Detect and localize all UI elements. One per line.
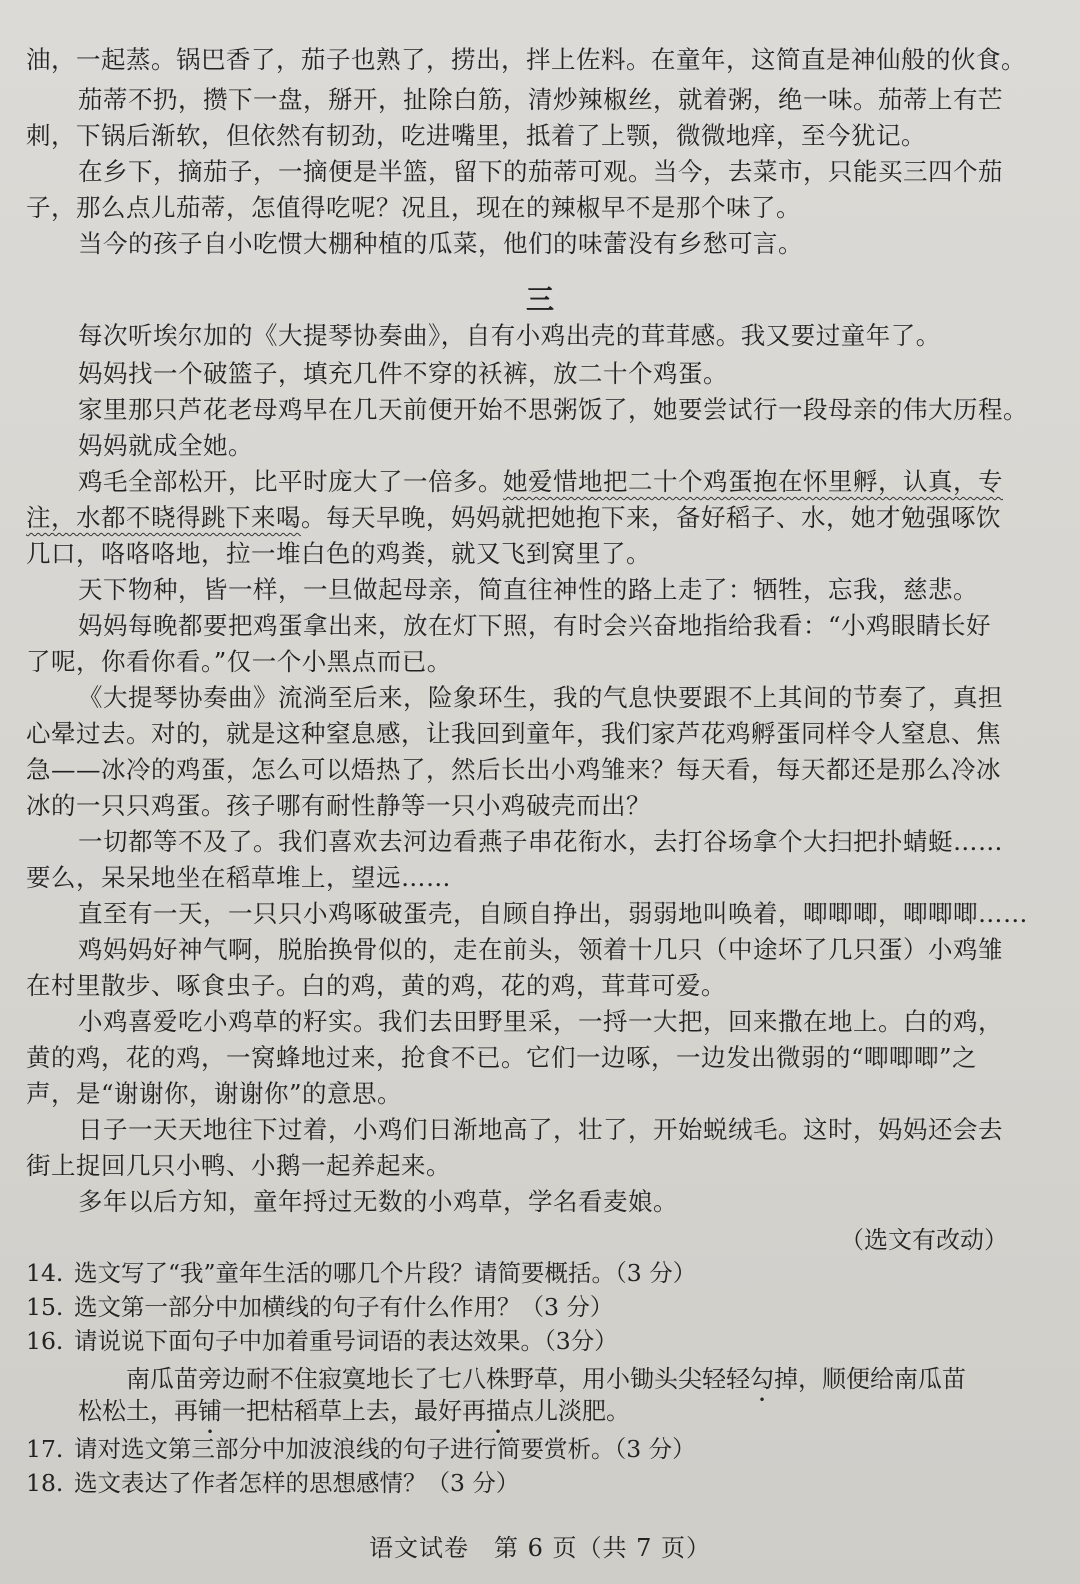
emphasis-word: 勾 xyxy=(750,1365,774,1393)
passage-line: 黄的鸡，花的鸡，一窝蜂地过来，抢食不已。它们一边啄，一边发出微弱的“唧唧唧”之 xyxy=(26,1043,978,1072)
passage-line: 在村里散步、啄食虫子。白的鸡，黄的鸡，花的鸡，茸茸可爱。 xyxy=(26,971,726,1000)
question-number: 14. xyxy=(26,1259,64,1287)
passage-line: 妈妈每晚都要把鸡蛋拿出来，放在灯下照，有时会兴奋地指给我看：“小鸡眼睛长好 xyxy=(78,611,992,640)
passage-line: 在乡下，摘茄子，一摘便是半篮，留下的茄蒂可观。当今，去菜市，只能买三四个茄 xyxy=(78,157,1003,186)
page-footer: 语文试卷 第 6 页（共 7 页） xyxy=(368,1534,712,1562)
question-17 xyxy=(26,1432,696,1466)
source-note: （选文有改动） xyxy=(840,1226,1008,1254)
quote-text: 掉，顺便给南瓜苗 xyxy=(774,1365,966,1393)
passage-line: 几口，咯咯咯地，拉一堆白色的鸡粪，就又飞到窝里了。 xyxy=(26,539,651,568)
passage-line: 茄蒂不扔，攒下一盘，掰开，扯除白筋，清炒辣椒丝，就着粥，绝一味。茄蒂上有芒 xyxy=(78,85,1003,114)
passage-line xyxy=(78,464,1054,500)
passage-line: 直至有一天，一只只小鸡啄破蛋壳，自顾自挣出，弱弱地叫唤着，唧唧唧，唧唧唧…… xyxy=(78,899,1028,928)
quote-text: 点儿淡肥。 xyxy=(510,1397,630,1425)
passage-text: 鸡毛全部松开，比平时庞大了一倍多。 xyxy=(78,467,503,496)
passage-line: 急——冰冷的鸡蛋，怎么可以焐热了，然后长出小鸡雏来？每天看，每天都还是那么冷冰 xyxy=(26,755,1001,784)
passage-line: 日子一天天地往下过着，小鸡们日渐地高了，壮了，开始蜕绒毛。这时，妈妈还会去 xyxy=(78,1115,1003,1144)
passage-line: 家里那只芦花老母鸡早在几天前便开始不思粥饭了，她要尝试行一段母亲的伟大历程。 xyxy=(78,395,1028,424)
passage-line: 每次听埃尔加的《大提琴协奏曲》，自有小鸡出壳的茸茸感。我又要过童年了。 xyxy=(78,321,941,350)
quote-text: 南瓜苗旁边耐不住寂寞地长了七八株野草，用小锄头尖轻轻 xyxy=(126,1365,750,1393)
passage-line: 当今的孩子自小吃惯大棚种植的瓜菜，他们的味蕾没有乡愁可言。 xyxy=(78,229,803,258)
passage-line: 妈妈就成全她。 xyxy=(78,431,253,460)
passage-line: 冰的一只只鸡蛋。孩子哪有耐性静等一只小鸡破壳而出？ xyxy=(26,791,651,820)
passage-line: 声，是“谢谢你，谢谢你”的意思。 xyxy=(26,1079,403,1108)
passage-line: 一切都等不及了。我们喜欢去河边看燕子串花衔水，去打谷场拿个大扫把扑蜻蜓…… xyxy=(78,827,1003,856)
passage-line: 天下物种，皆一样，一旦做起母亲，简直往神性的路上走了：牺牲，忘我，慈悲。 xyxy=(78,575,978,604)
question-number: 16. xyxy=(26,1327,64,1355)
question-text: 选文第一部分中加横线的句子有什么作用？（3 分） xyxy=(74,1293,614,1321)
passage-line xyxy=(26,500,1054,536)
wavy-underlined-sentence: 她爱惜地把二十个鸡蛋抱在怀里孵，认真，专 xyxy=(503,467,1003,496)
emphasis-word: 铺 xyxy=(198,1397,222,1425)
passage-line: 要么，呆呆地坐在稻草堆上，望远…… xyxy=(26,863,451,892)
passage-line: 小鸡喜爱吃小鸡草的籽实。我们去田野里采，一捋一大把，回来撒在地上。白的鸡， xyxy=(78,1007,1003,1036)
question-text: 请对选文第三部分中加波浪线的句子进行简要赏析。（3 分） xyxy=(74,1435,696,1463)
question-18 xyxy=(26,1466,519,1500)
passage-line: 街上捉回几只小鸭、小鹅一起养起来。 xyxy=(26,1151,451,1180)
passage-line: 子，那么点儿茄蒂，怎值得吃呢？况且，现在的辣椒早不是那个味了。 xyxy=(26,193,801,222)
quote-text: 一把枯稻草上去，最好再 xyxy=(222,1397,486,1425)
question-number: 18. xyxy=(26,1469,64,1497)
question-16 xyxy=(26,1324,618,1358)
passage-line: 了呢，你看你看。”仅一个小黑点而已。 xyxy=(26,647,452,676)
section-heading: 三 xyxy=(525,283,554,316)
passage-line: 妈妈找一个破篮子，填充几件不穿的袄裤，放二十个鸡蛋。 xyxy=(78,359,728,388)
passage-line: 心晕过去。对的，就是这种窒息感，让我回到童年，我们家芦花鸡孵蛋同样令人窒息、焦 xyxy=(26,719,1001,748)
passage-line: 刺，下锅后渐软，但依然有韧劲，吃进嘴里，抵着了上颚，微微地痒，至今犹记。 xyxy=(26,121,926,150)
passage-text: 。每天早晚，妈妈就把她抱下来，备好稻子、水，她才勉强啄饮 xyxy=(301,503,1001,532)
question-14 xyxy=(26,1256,696,1290)
passage-line: 《大提琴协奏曲》流淌至后来，险象环生，我的气息快要跟不上其间的节奏了，真担 xyxy=(78,683,1003,712)
question-text: 选文表达了作者怎样的思想感情？（3 分） xyxy=(74,1469,520,1497)
question-number: 17. xyxy=(26,1435,64,1463)
wavy-underlined-sentence: 注，水都不晓得跳下来喝 xyxy=(26,503,301,532)
question-15 xyxy=(26,1290,613,1324)
emphasis-word: 描 xyxy=(486,1397,510,1425)
passage-line: 多年以后方知，童年捋过无数的小鸡草，学名看麦娘。 xyxy=(78,1187,678,1216)
passage-line: 鸡妈妈好神气啊，脱胎换骨似的，走在前头，领着十几只（中途坏了几只蛋）小鸡雏 xyxy=(78,935,1003,964)
question-text: 选文写了“我”童年生活的哪几个片段？请简要概括。（3 分） xyxy=(74,1259,697,1287)
question-text: 请说说下面句子中加着重号词语的表达效果。（3分） xyxy=(74,1327,618,1355)
question-number: 15. xyxy=(26,1293,64,1321)
passage-line: 油，一起蒸。锅巴香了，茄子也熟了，捞出，拌上佐料。在童年，这简直是神仙般的伙食。 xyxy=(26,45,1026,74)
quote-text: 松松土，再 xyxy=(78,1397,198,1425)
